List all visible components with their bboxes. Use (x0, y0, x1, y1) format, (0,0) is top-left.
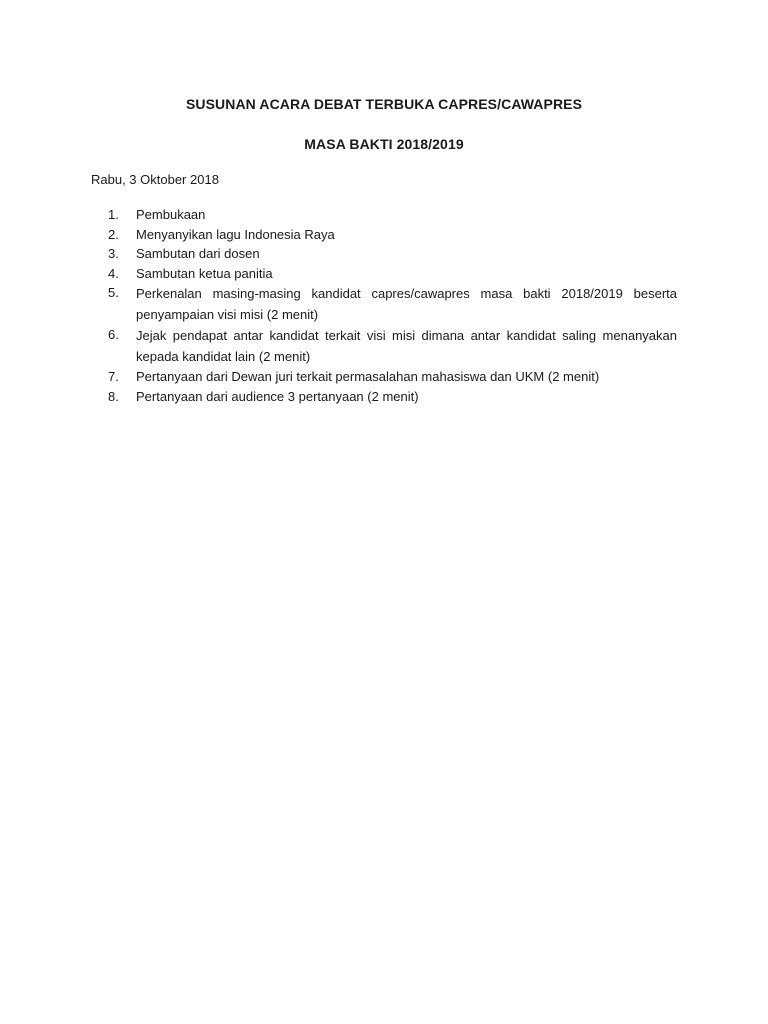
agenda-item-text: Sambutan dari dosen (136, 246, 260, 261)
agenda-item-number: 2. (108, 226, 119, 242)
agenda-item (108, 264, 677, 284)
agenda-item-text: Menyanyikan lagu Indonesia Raya (136, 226, 335, 242)
agenda-item (108, 205, 677, 225)
document-title: SUSUNAN ACARA DEBAT TERBUKA CAPRES/CAWAPRES (185, 96, 583, 112)
agenda-item (108, 244, 677, 264)
agenda-item-text: Pertanyaan dari Dewan juri terkait permasalahan mahasiswa dan UKM (2 menit) (136, 369, 600, 384)
event-date: Rabu, 3 Oktober 2018 (91, 172, 219, 187)
agenda-item-text: Sambutan ketua panitia (136, 265, 273, 281)
agenda-item (108, 283, 677, 325)
agenda-item-number: 6. (108, 327, 119, 342)
agenda-item (108, 367, 677, 387)
agenda-item-number: 1. (108, 207, 119, 222)
agenda-item-text: Pertanyaan dari audience 3 pertanyaan (2 menit) (136, 388, 419, 404)
agenda-item (108, 225, 677, 245)
agenda-item-number: 7. (108, 369, 119, 384)
document-subtitle: MASA BAKTI 2018/2019 (304, 136, 464, 152)
agenda-item (108, 387, 677, 407)
agenda-item-number: 5. (108, 285, 119, 300)
agenda-item-number: 8. (108, 388, 119, 404)
agenda-item-text: Perkenalan masing-masing kandidat capres/cawapres masa bakti 2018/2019 beserta penyampaian visi misi (2 menit) (136, 286, 677, 322)
agenda-item-number: 4. (108, 265, 119, 281)
agenda-item (108, 325, 677, 367)
agenda-item-text: Jejak pendapat antar kandidat terkait visi misi dimana antar kandidat saling menanyakan kepada kandidat lain (2 menit) (136, 328, 677, 364)
agenda-list (108, 205, 677, 406)
agenda-item-text: Pembukaan (136, 207, 206, 222)
agenda-item-number: 3. (108, 246, 119, 261)
